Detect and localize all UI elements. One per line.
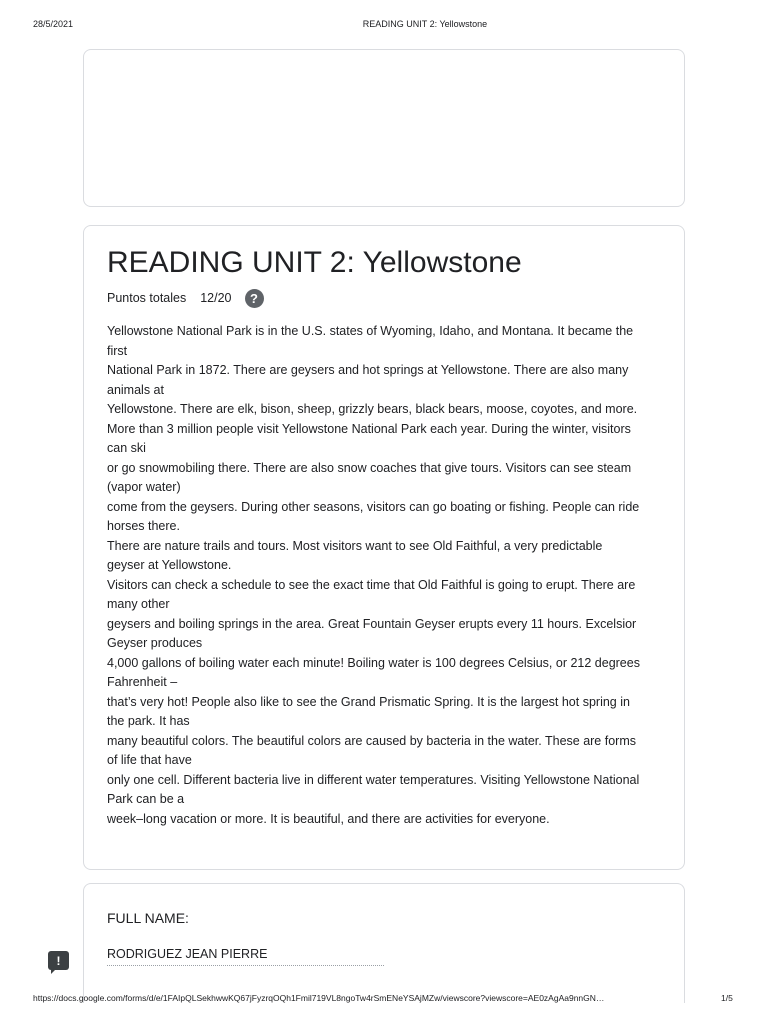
question-title: FULL NAME: xyxy=(107,910,189,926)
print-url: https://docs.google.com/forms/d/e/1FAIpQLSekhwwKQ67jFyzrqOQh1Fmil719VL8ngoTw4rSmENeYSAjMZw/viewscore?viewscore=AE0zAgAa9nnGN… xyxy=(33,993,605,1003)
score-row xyxy=(107,288,264,308)
description-line: More than 3 million people visit Yellowstone National Park each year. During the winter, visitors can ski xyxy=(107,421,631,455)
description-line: Yellowstone National Park is in the U.S. states of Wyoming, Idaho, and Montana. It became the first xyxy=(107,324,634,358)
print-footer xyxy=(0,993,768,1005)
description-line: come from the geysers. During other seasons, visitors can go boating or fishing. People can ride horses there. xyxy=(107,499,640,533)
description-line: Yellowstone. There are elk, bison, sheep, grizzly bears, black bears, moose, coyotes, and more. xyxy=(107,402,638,416)
print-date: 28/5/2021 xyxy=(33,19,74,29)
description-line: Visitors can check a schedule to see the exact time that Old Faithful is going to erupt. There are many other xyxy=(107,577,636,611)
score-value: 12/20 xyxy=(200,291,232,305)
description-line: There are nature trails and tours. Most visitors want to see Old Faithful, a very predictable geyser at Yellowstone. xyxy=(107,538,603,572)
description-line: National Park in 1872. There are geysers and hot springs at Yellowstone. There are also many animals at xyxy=(107,363,629,397)
question-card xyxy=(83,883,685,1003)
score-label: Puntos totales xyxy=(107,291,187,305)
print-title: READING UNIT 2: Yellowstone xyxy=(362,19,488,29)
report-feedback-icon[interactable]: ! xyxy=(48,951,69,970)
description-line: week–long vacation or more. It is beautiful, and there are activities for everyone. xyxy=(107,811,550,826)
description-line: 4,000 gallons of boiling water each minute! Boiling water is 100 degrees Celsius, or 212 degrees Fahrenheit – xyxy=(107,655,640,689)
description-line: or go snowmobiling there. There are also snow coaches that give tours. Visitors can see steam (vapor water) xyxy=(107,460,632,494)
header-banner-card xyxy=(83,49,685,207)
print-header xyxy=(0,19,768,31)
print-page-number: 1/5 xyxy=(721,993,733,1003)
form-description xyxy=(107,322,642,829)
form-title: READING UNIT 2: Yellowstone xyxy=(107,246,522,279)
form-info-card xyxy=(83,225,685,870)
answer-text: RODRIGUEZ JEAN PIERRE xyxy=(107,947,384,966)
help-icon[interactable]: ? xyxy=(245,289,264,308)
description-line: geysers and boiling springs in the area. Great Fountain Geyser erupts every 11 hours. Excelsior Geyser produces xyxy=(107,616,637,650)
description-line: many beautiful colors. The beautiful colors are caused by bacteria in the water. These are forms of life that have xyxy=(107,733,636,767)
description-line: only one cell. Different bacteria live in different water temperatures. Visiting Yellowstone National Park can be a xyxy=(107,772,640,806)
description-line: that’s very hot! People also like to see the Grand Prismatic Spring. It is the largest hot spring in the park. It has xyxy=(107,694,630,728)
